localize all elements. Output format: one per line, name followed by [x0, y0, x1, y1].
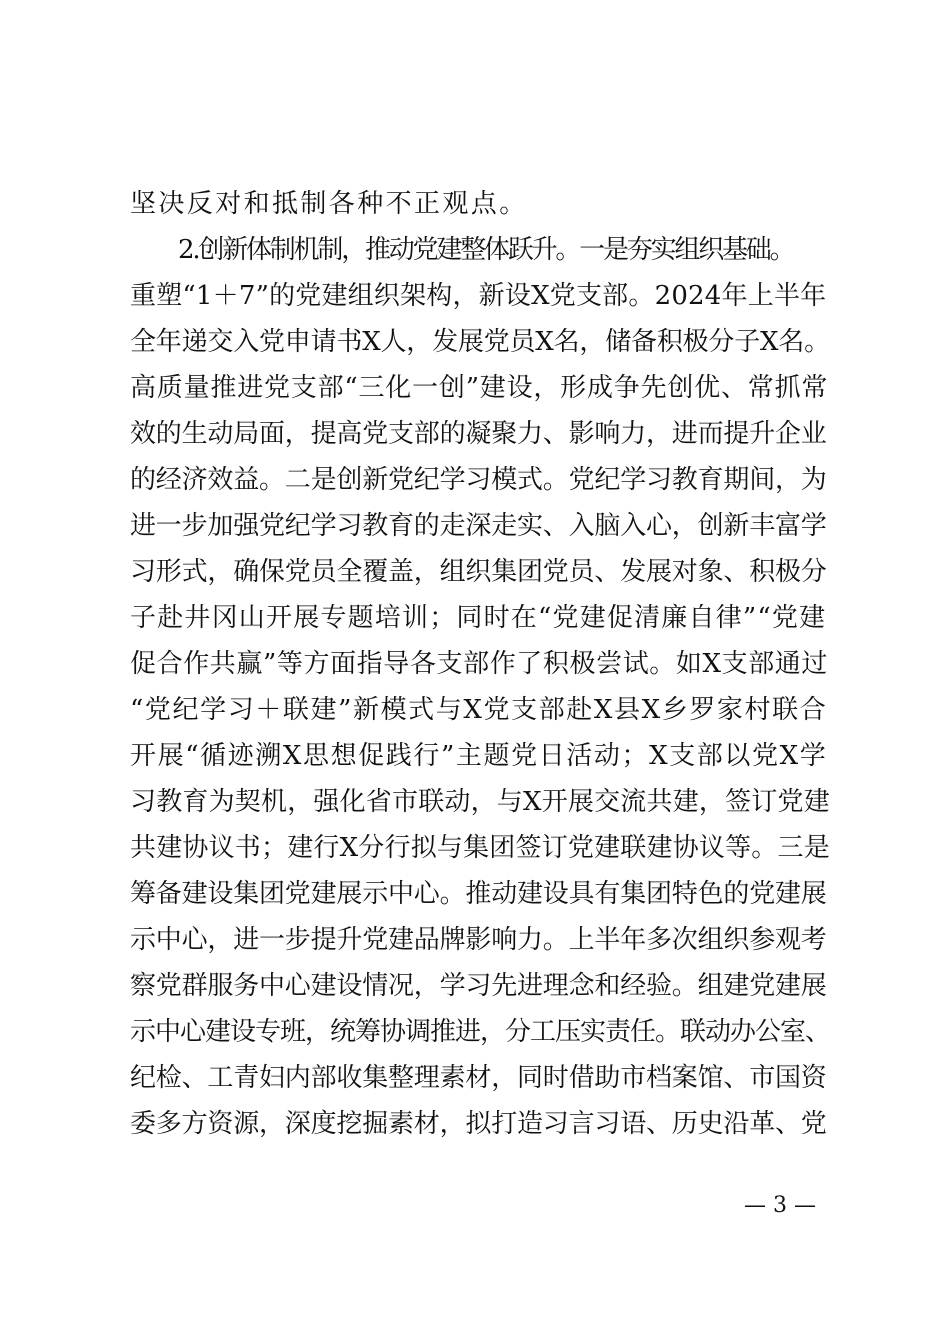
- text-line: 重塑“1＋7”的党建组织架构，新设X党支部。2024年上半年: [130, 281, 827, 311]
- text-line: “党纪学习＋联建”新模式与X党支部赴X县X乡罗家村联合: [130, 695, 828, 725]
- text-line: 的经济效益。二是创新党纪学习模式。党纪学习教育期间，为: [130, 465, 827, 495]
- text-line: 高质量推进党支部“三化一创”建设，形成争先创优、常抓常: [130, 373, 829, 403]
- text-line: 示中心建设专班，统筹协调推进，分工压实责任。联动办公室、: [130, 1017, 831, 1047]
- text-line: 习形式，确保党员全覆盖，组织集团党员、发展对象、积极分: [130, 557, 827, 587]
- text-line: 坚决反对和抵制各种不正观点。: [130, 189, 528, 219]
- text-line: 子赴井冈山开展专题培训；同时在“党建促清廉自律”“党建: [130, 603, 827, 633]
- page-number: — 3 —: [744, 1193, 816, 1218]
- paragraph-start-line: 2.创新体制机制，推动党建整体跃升。一是夯实组织基础。: [178, 235, 794, 265]
- text-line: 全年递交入党申请书X人，发展党员X名，储备积极分子X名。: [130, 327, 830, 357]
- text-line: 示中心，进一步提升党建品牌影响力。上半年多次组织参观考: [130, 925, 827, 955]
- text-line: 察党群服务中心建设情况，学习先进理念和经验。组建党建展: [130, 971, 827, 1001]
- text-line: 共建协议书；建行X分行拟与集团签订党建联建协议等。三是: [130, 833, 830, 863]
- text-line: 纪检、工青妇内部收集整理素材，同时借助市档案馆、市国资: [130, 1063, 827, 1093]
- text-line: 开展“循迹溯X思想促践行”主题党日活动；X支部以党X学: [130, 741, 828, 771]
- text-line: 委多方资源，深度挖掘素材，拟打造习言习语、历史沿革、党: [130, 1109, 827, 1139]
- text-line: 促合作共赢”等方面指导各支部作了积极尝试。如X支部通过: [130, 649, 829, 679]
- text-line: 进一步加强党纪学习教育的走深走实、入脑入心，创新丰富学: [130, 511, 827, 541]
- text-line: 筹备建设集团党建展示中心。推动建设具有集团特色的党建展: [130, 879, 827, 909]
- text-line: 效的生动局面，提高党支部的凝聚力、影响力，进而提升企业: [130, 419, 827, 449]
- text-line: 习教育为契机，强化省市联动，与X开展交流共建，签订党建: [130, 787, 830, 817]
